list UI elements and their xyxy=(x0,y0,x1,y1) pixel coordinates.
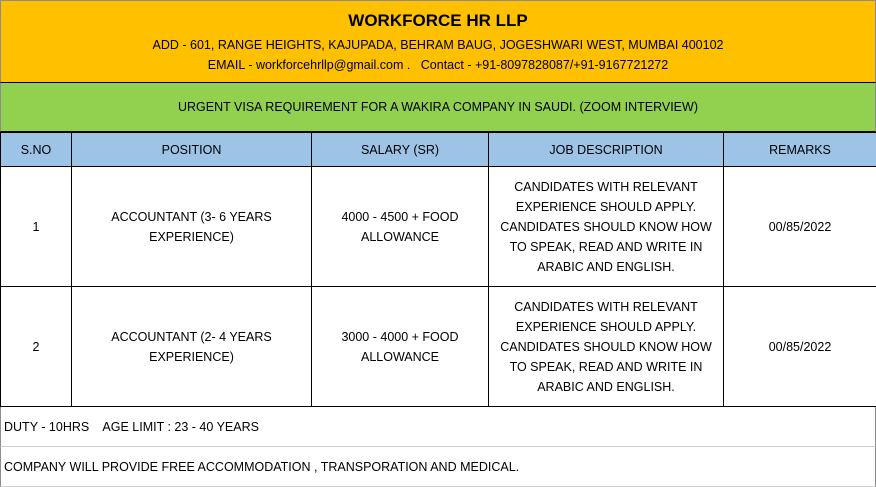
cell-sno: 2 xyxy=(1,287,72,407)
cell-description: CANDIDATES WITH RELEVANT EXPERIENCE SHOULD APPLY. CANDIDATES SHOULD KNOW HOW TO SPEAK, READ AND WRITE IN ARABIC AND ENGLISH. xyxy=(489,287,724,407)
table-header-row xyxy=(1,133,876,167)
cell-salary: 3000 - 4000 + FOOD ALLOWANCE xyxy=(312,287,489,407)
cell-description: CANDIDATES WITH RELEVANT EXPERIENCE SHOULD APPLY. CANDIDATES SHOULD KNOW HOW TO SPEAK, READ AND WRITE IN ARABIC AND ENGLISH. xyxy=(489,167,724,287)
cell-position: ACCOUNTANT (3- 6 YEARS EXPERIENCE) xyxy=(72,167,312,287)
requirement-banner xyxy=(0,83,876,132)
jobs-table xyxy=(0,132,876,407)
company-name: WORKFORCE HR LLP xyxy=(348,11,528,30)
table-row xyxy=(1,287,876,407)
column-header-position: POSITION xyxy=(72,133,312,167)
column-header-sno: S.NO xyxy=(1,133,72,167)
table-row xyxy=(1,167,876,287)
column-header-remarks: REMARKS xyxy=(724,133,876,167)
cell-salary: 4000 - 4500 + FOOD ALLOWANCE xyxy=(312,167,489,287)
company-contact: EMAIL - workforcehrllp@gmail.com . Contact - +91-8097828087/+91-9167721272 xyxy=(207,58,669,72)
cell-position: ACCOUNTANT (2- 4 YEARS EXPERIENCE) xyxy=(72,287,312,407)
duty-age-note: DUTY - 10HRS AGE LIMIT : 23 - 40 YEARS xyxy=(0,407,876,447)
requirement-banner-text: URGENT VISA REQUIREMENT FOR A WAKIRA COMPANY IN SAUDI. (ZOOM INTERVIEW) xyxy=(178,100,698,114)
column-header-salary: SALARY (SR) xyxy=(312,133,489,167)
cell-sno: 1 xyxy=(1,167,72,287)
benefits-note: COMPANY WILL PROVIDE FREE ACCOMMODATION , TRANSPORATION AND MEDICAL. xyxy=(0,447,876,487)
cell-remarks: 00/85/2022 xyxy=(724,167,876,287)
cell-remarks: 00/85/2022 xyxy=(724,287,876,407)
column-header-description: JOB DESCRIPTION xyxy=(489,133,724,167)
company-address: ADD - 601, RANGE HEIGHTS, KAJUPADA, BEHRAM BAUG, JOGESHWARI WEST, MUMBAI 400102 xyxy=(152,38,724,52)
company-header xyxy=(0,0,876,83)
